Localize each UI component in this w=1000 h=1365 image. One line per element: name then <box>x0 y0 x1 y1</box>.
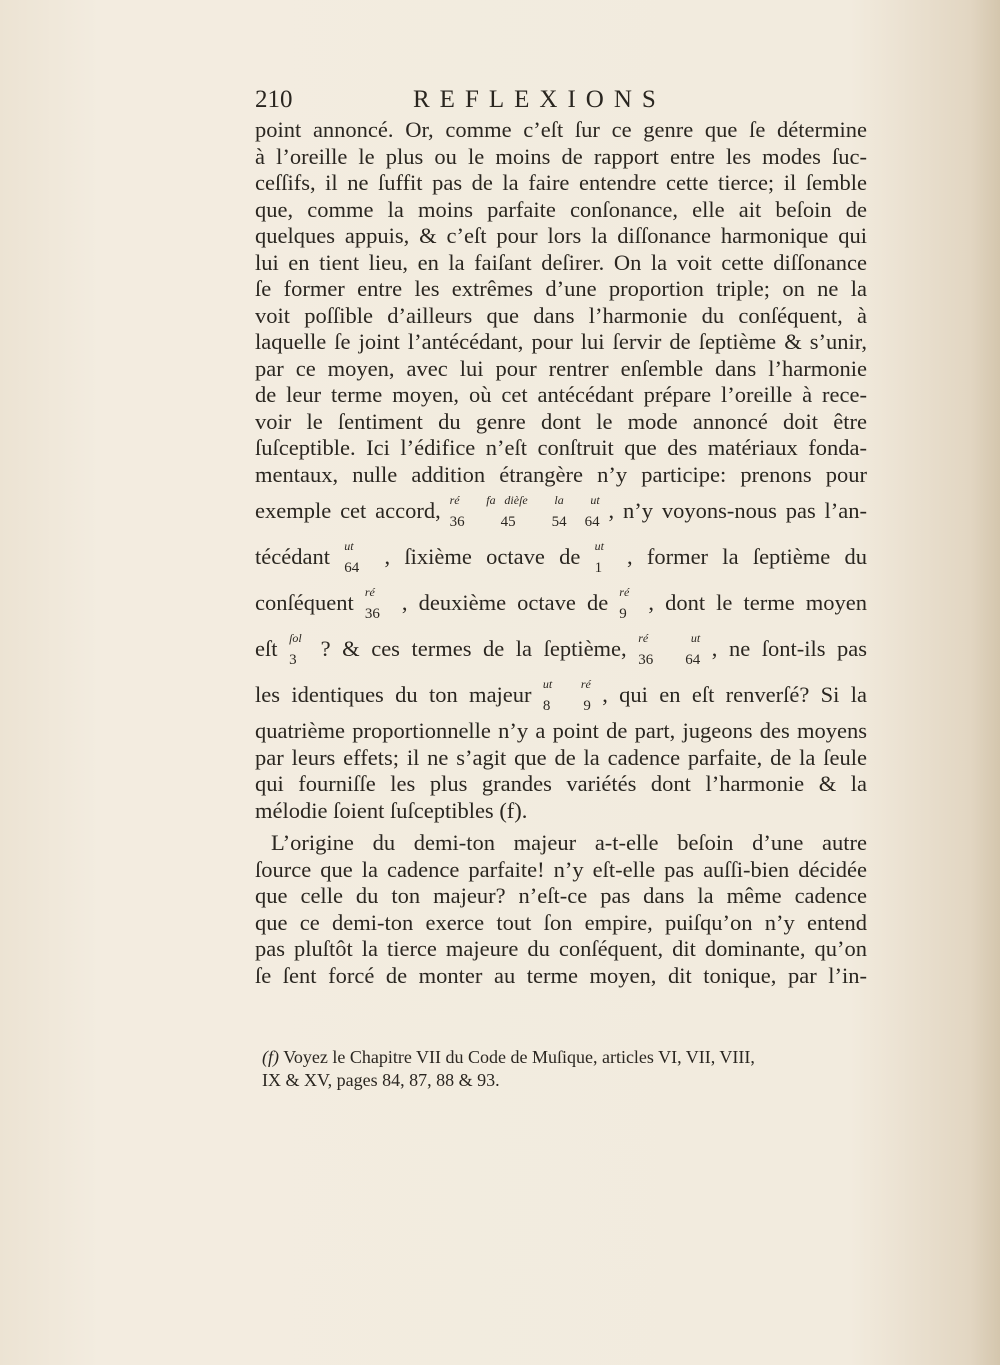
text-line: pas pluſtôt la tierce majeure du conſéquent, dit dominante, qu’on <box>255 936 867 961</box>
note-name: ut <box>542 676 553 691</box>
note-numbers <box>543 697 591 715</box>
text-segment: eſt <box>255 636 278 661</box>
text-line: quelques appuis, & c’eſt pour lors la diſſonance harmonique qui <box>255 223 867 248</box>
text-segment: ? & ces termes de la ſeptième, <box>320 636 627 661</box>
note-name: ſol <box>289 630 302 645</box>
note-name: ut <box>594 538 604 553</box>
note-number: 9 <box>619 605 627 622</box>
note-number: 36 <box>449 513 465 530</box>
note-name: fa dièſe <box>486 492 528 507</box>
note-chord <box>638 631 700 671</box>
note-name: ré <box>449 492 460 507</box>
text-line: ſe ſent forcé de monter au terme moyen, dit tonique, par l’in- <box>255 962 867 988</box>
running-title: REFLEXIONS <box>413 86 666 113</box>
text-line: qui fourniſſe les plus grandes variétés dont l’harmonie & la <box>255 771 867 796</box>
note-name: ré <box>619 584 630 599</box>
footnote-line: IX & XV, pages 84, 87, 88 & 93. <box>262 1070 500 1090</box>
text-line: mentaux, nulle addition étrangère n’y participe: prenons pour <box>255 461 867 487</box>
note-numbers <box>638 651 700 669</box>
text-line: par leurs effets; il ne s’agit que de la cadence parfaite, de la ſeule <box>255 744 867 770</box>
text-line: que ce demi-ton exerce tout ſon empire, puiſqu’on n’y entend <box>255 909 867 935</box>
note-names <box>543 677 591 691</box>
text-line: mélodie ſoient ſuſceptibles (f). <box>255 797 528 823</box>
note-number: 9 <box>583 697 591 714</box>
note-number: 64 <box>344 559 360 576</box>
text-segment: , ne ſont-ils pas <box>711 636 868 661</box>
text-line: que, comme la moins parfaite conſonance, elle ait beſoin de <box>255 196 867 222</box>
text-segment: , n’y voyons-nous pas l’an- <box>608 498 868 523</box>
note-name: ré <box>580 676 591 691</box>
music-line <box>255 534 867 580</box>
text-segment: , former la ſeptième du <box>626 544 868 569</box>
text-segment: , dont le terme moyen <box>648 590 868 615</box>
text-line: voit poſſible d’ailleurs que dans l’harmonie du conſéquent, à <box>255 302 867 328</box>
note-names <box>638 631 700 645</box>
page-number: 210 <box>255 86 293 113</box>
text-line: à l’oreille le plus ou le moins de rapport entre les modes ſuc- <box>255 143 867 169</box>
text-segment: , qui en eſt renverſé? Si la <box>602 682 868 707</box>
note-name: la <box>554 492 564 507</box>
text-line: laquelle ſe joint l’antécédant, pour lui ſervir de ſeptième & s’unir, <box>255 329 867 354</box>
note-name: ut <box>690 630 701 645</box>
note-chord <box>450 493 600 533</box>
music-line <box>255 488 867 534</box>
text-line: ſe former entre les extrêmes d’une proportion triple; on ne la <box>255 276 867 301</box>
footnote-text: Voyez le Chapitre VII du Code de Muſique, articles VI, VII, VIII, <box>283 1047 755 1067</box>
footnote <box>262 1046 874 1092</box>
note-stack <box>595 539 613 579</box>
note-chord <box>543 677 591 717</box>
footnote-line <box>262 1046 874 1069</box>
note-number: 64 <box>685 651 701 668</box>
music-line <box>255 626 867 672</box>
text-line: ſource que la cadence parfaite! n’y eſt-elle pas auſſi-bien décidée <box>255 856 867 882</box>
note-name: ré <box>638 630 649 645</box>
text-line: voir le ſentiment du genre dont le mode annoncé doit être <box>255 408 867 434</box>
text-line: L’origine du demi-ton majeur a-t-elle beſoin d’une autre <box>271 830 867 855</box>
note-stack <box>289 631 309 671</box>
text-line: point annoncé. Or, comme c’eſt ſur ce genre que ſe détermine <box>255 117 867 142</box>
note-number: 8 <box>542 697 551 714</box>
text-line: lui en tient lieu, en la faiſant deſirer. On la voit cette diſſonance <box>255 249 867 275</box>
text-line: ceſſifs, il ne ſuffit pas de la faire entendre cette tierce; il ſemble <box>255 170 867 195</box>
text-line: quatrième proportionnelle n’y a point de part, jugeons des moyens <box>255 718 867 743</box>
note-number: 54 <box>551 513 567 530</box>
text-line: de leur terme moyen, où cet antécédant prépare l’oreille à rece- <box>255 382 867 407</box>
note-name: ut <box>344 538 354 553</box>
note-number: 36 <box>364 605 380 622</box>
text-line: que celle du ton majeur? n’eſt-ce pas dans la même cadence <box>255 883 867 908</box>
note-stack <box>344 539 370 579</box>
note-name: ut <box>590 492 600 507</box>
music-line <box>255 580 867 626</box>
note-stack <box>365 585 391 625</box>
note-number: 45 <box>500 513 516 530</box>
note-names <box>450 493 600 507</box>
page-header <box>255 86 870 120</box>
music-line <box>255 672 867 718</box>
note-number: 64 <box>584 513 600 530</box>
note-number: 3 <box>289 651 297 668</box>
note-name: ré <box>364 584 375 599</box>
note-number: 36 <box>638 651 654 668</box>
text-line: ſuſceptible. Ici l’édifice n’eſt conſtruit que des matériaux fonda- <box>255 435 867 460</box>
text-segment: les identiques du ton majeur <box>255 682 532 707</box>
text-segment: , deuxième octave de <box>401 590 609 615</box>
note-numbers <box>450 513 600 531</box>
text-segment: conſéquent <box>255 590 354 615</box>
note-stack <box>619 585 637 625</box>
text-segment: , ſixième octave de <box>384 544 581 569</box>
text-segment: técédant <box>255 544 330 569</box>
text-line: par ce moyen, avec lui pour rentrer enſemble dans l’harmonie <box>255 355 867 381</box>
footnote-mark: (f) <box>262 1047 279 1067</box>
text-segment: exemple cet accord, <box>255 498 441 523</box>
body-text <box>255 117 867 989</box>
note-number: 1 <box>594 559 603 576</box>
